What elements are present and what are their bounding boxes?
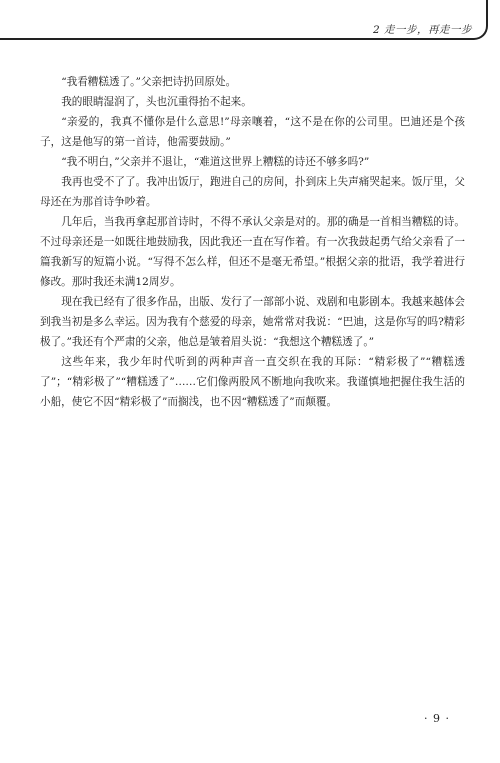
paragraph: 现在我已经有了很多作品，出版、发行了一部部小说、戏剧和电影剧本。我越来越体会到我当初是多么幸运。因为我有个慈爱的母亲，她常常对我说：“巴迪，这是你写的吗?精彩极了。”我还有个严肃的父亲，他总是皱着眉头说：“我想这个糟糕透了。” bbox=[40, 296, 465, 348]
paragraph: “亲爱的，我真不懂你是什么意思!”母亲嚷着，“这不是在你的公司里。巴迪还是个孩子，这是他写的第一首诗，他需要鼓励。” bbox=[40, 116, 465, 148]
running-header bbox=[0, 0, 500, 42]
chapter-title: 2 走一步，再走一步 bbox=[372, 24, 472, 36]
body-text bbox=[40, 72, 465, 412]
paragraph: 我的眼睛湿润了，头也沉重得抬不起来。 bbox=[61, 96, 252, 108]
page-number: · 9 · bbox=[424, 712, 450, 725]
paragraph: “我不明白，”父亲并不退让，“难道这世界上糟糕的诗还不够多吗?” bbox=[61, 156, 370, 168]
paragraph: 这些年来，我少年时代听到的两种声音一直交织在我的耳际：“精彩极了”“糟糕透了”；“精彩极了”“糟糕透了”……它们像两股风不断地向我吹来。我谨慎地把握住我生活的小船，使它不因“精彩极了”而搁浅，也不因“糟糕透了”而颠覆。 bbox=[40, 356, 465, 408]
paragraph: “我看糟糕透了。”父亲把诗扔回原处。 bbox=[61, 76, 237, 88]
paragraph: 我再也受不了了。我冲出饭厅，跑进自己的房间，扑到床上失声痛哭起来。饭厅里，父母还在为那首诗争吵着。 bbox=[40, 176, 465, 208]
paragraph: 几年后，当我再拿起那首诗时，不得不承认父亲是对的。那的确是一首相当糟糕的诗。不过母亲还是一如既往地鼓励我，因此我还一直在写作着。有一次我鼓起勇气给父亲看了一篇我新写的短篇小说。“写得不怎么样，但还不是毫无希望。”根据父亲的批语，我学着进行修改。那时我还未满12周岁。 bbox=[40, 216, 465, 288]
